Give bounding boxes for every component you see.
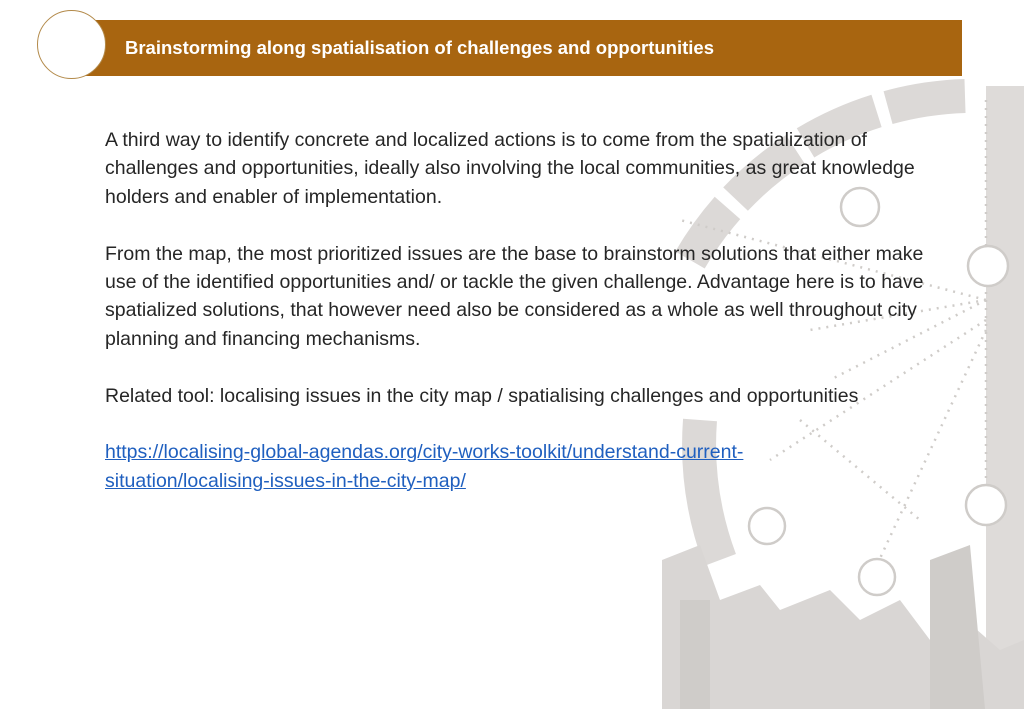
slide-header [72,20,962,76]
building-shape [680,600,710,709]
related-tool-text: Related tool: localising issues in the city map / spatialising challenges and opportunities [105,384,859,407]
toolkit-link[interactable] [105,441,743,491]
paragraph-map-brainstorm: From the map, the most prioritized issues are the base to brainstorm solutions that either make use of the identified opportunities and/ or tackle the given challenge. Advantage here is to have spatialized solutions, that however need also be considered as a whole as well throughout city planning and financing mechanisms. [105,242,924,350]
toolkit-link-line-1: https://localising-global-agendas.org/city-works-toolkit/understand-current- [105,441,744,464]
header-circle [37,10,106,79]
slide-title: Brainstorming along spatialisation of challenges and opportunities [125,37,714,58]
decorative-band [986,86,1024,709]
toolkit-link-line-2: situation/localising-issues-in-the-city-map/ [105,469,466,492]
toolkit-link-paragraph [105,438,955,495]
paragraph-spatialization: A third way to identify concrete and localized actions is to come from the spatialization of challenges and opportunities, ideally also involving the local communities, as great knowledge holders and enabler of implementation. [105,129,915,208]
building-shape-2 [930,545,985,709]
slide-body [105,126,955,524]
